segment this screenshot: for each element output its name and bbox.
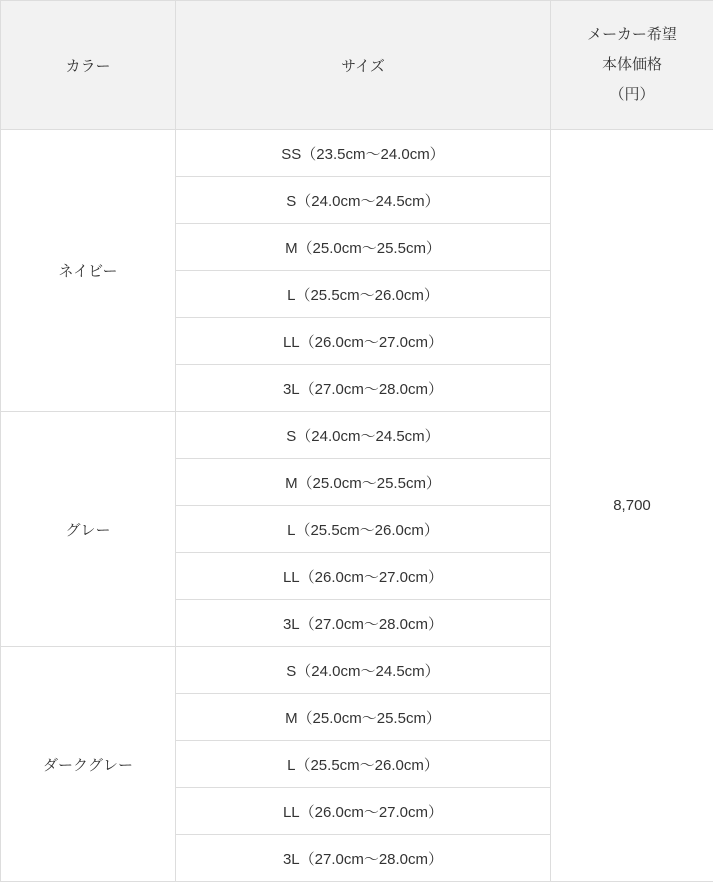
size-cell: S（24.0cm～24.5cm） <box>176 412 551 459</box>
table-body <box>1 130 713 882</box>
price-cell: 8,700 <box>551 130 713 882</box>
size-cell: L（25.5cm～26.0cm） <box>176 271 551 318</box>
size-cell: 3L（27.0cm～28.0cm） <box>176 365 551 412</box>
header-row <box>1 1 713 130</box>
size-cell: M（25.0cm～25.5cm） <box>176 694 551 741</box>
size-cell: LL（26.0cm～27.0cm） <box>176 318 551 365</box>
size-cell: M（25.0cm～25.5cm） <box>176 224 551 271</box>
color-cell-2: ダークグレー <box>1 647 176 882</box>
table-header <box>1 1 713 130</box>
header-price-line-3: （円） <box>609 86 655 103</box>
size-cell: 3L（27.0cm～28.0cm） <box>176 600 551 647</box>
size-cell: LL（26.0cm～27.0cm） <box>176 788 551 835</box>
color-cell-1: グレー <box>1 412 176 647</box>
size-cell: M（25.0cm～25.5cm） <box>176 459 551 506</box>
size-cell: LL（26.0cm～27.0cm） <box>176 553 551 600</box>
table-row <box>1 130 713 177</box>
size-cell: SS（23.5cm～24.0cm） <box>176 130 551 177</box>
size-cell: 3L（27.0cm～28.0cm） <box>176 835 551 882</box>
header-price <box>551 1 713 130</box>
size-cell: L（25.5cm～26.0cm） <box>176 506 551 553</box>
header-price-line-1: メーカー希望 <box>587 26 677 43</box>
color-cell-0: ネイビー <box>1 130 176 412</box>
size-cell: L（25.5cm～26.0cm） <box>176 741 551 788</box>
header-color: カラー <box>1 1 176 130</box>
header-price-line-2: 本体価格 <box>601 56 662 73</box>
size-cell: S（24.0cm～24.5cm） <box>176 177 551 224</box>
size-cell: S（24.0cm～24.5cm） <box>176 647 551 694</box>
header-size: サイズ <box>176 1 551 130</box>
